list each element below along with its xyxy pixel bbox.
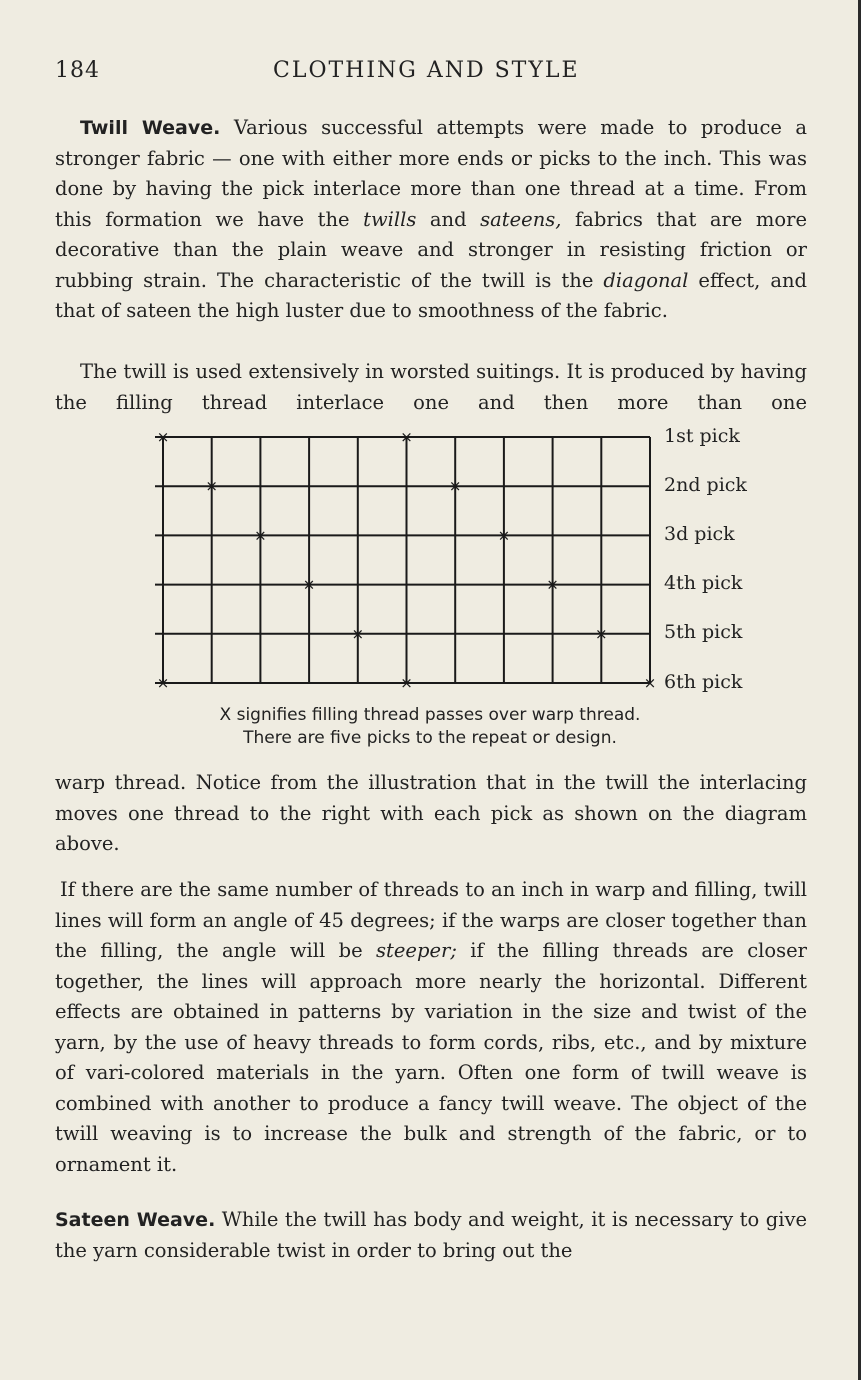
pick-label-4: 4th pick — [664, 572, 743, 594]
over-warp-marker: × — [254, 526, 267, 545]
paragraph-twill-angle — [55, 875, 807, 1180]
paragraph-text: fabrics that are more decorative than the plain weave and stronger in resisting friction or rubbing strain. The characteristic of the twill is the — [55, 207, 807, 292]
page-number: 184 — [55, 58, 100, 83]
paragraph-text: If there are the same number of threads to an inch in warp and filling, twill lines will form an angle of 45 degrees; if the warps are closer together than the filling, the angle will be — [55, 878, 807, 962]
over-warp-marker: × — [448, 477, 462, 496]
over-warp-marker: × — [156, 674, 170, 692]
paragraph-text: warp thread. Notice from the illustration that in the twill the interlacing moves one thread to the right with each pick as shown on the diagram above. — [55, 771, 807, 855]
running-header — [55, 58, 815, 94]
pick-label-1: 1st pick — [664, 425, 740, 447]
section-heading-twill-weave: Twill Weave. — [80, 117, 221, 139]
emphasis-diagonal: diagonal — [603, 268, 689, 292]
paragraph-text: While the twill has body and weight, it is necessary to give the yarn considerable twist in order to bring out the — [55, 1208, 808, 1262]
paragraph-twill-weave — [55, 113, 807, 327]
over-warp-marker: × — [400, 428, 413, 446]
paragraph-text: if the filling threads are closer together, the lines will approach more nearly the horizontal. Different effects are obtained in patterns by variation in the size and twist of the yarn, by the use of heavy threads to form cords, ribs, etc., and by mixture of vari-colored materials in the yarn. Often one form of twill weave is combined with another to produce a fancy twill weave. The object of the twill weaving is to increase the bulk and strength of the fabric, or to ornament it. — [55, 939, 808, 1176]
paragraph-twill-worsted — [55, 357, 807, 418]
over-warp-marker: × — [400, 674, 413, 692]
pick-label-2: 2nd pick — [664, 474, 747, 496]
pick-label-3: 3d pick — [664, 523, 735, 545]
weave-grid — [150, 425, 670, 700]
over-warp-marker: × — [497, 526, 511, 545]
over-warp-marker: × — [156, 428, 170, 446]
paragraph-text: Various successful attempts were made to produce a stronger fabric — one with either more ends or picks to the inch. This was done by having the pick interlace more than one thread at a time. From this formation we have the — [55, 116, 808, 231]
over-warp-marker: × — [302, 575, 316, 594]
paragraph-interlacing — [55, 768, 807, 860]
section-heading-sateen-weave: Sateen Weave. — [55, 1209, 216, 1231]
paragraph-sateen-weave — [55, 1205, 807, 1266]
paragraph-text: and — [416, 207, 481, 231]
emphasis-twills: twills — [363, 207, 417, 231]
over-warp-marker: × — [205, 477, 218, 496]
paragraph-text: effect, and that of sateen the high luster due to smoothness of the fabric. — [55, 268, 807, 322]
diagram-caption-line2: There are five picks to the repeat or design. — [243, 728, 617, 748]
paragraph-text: The twill is used extensively in worsted suitings. It is produced by having the filling thread interlace one and then more than one — [55, 360, 807, 414]
running-title: CLOTHING AND STYLE — [273, 58, 580, 83]
over-warp-marker: × — [595, 624, 608, 643]
emphasis-sateens: sateens, — [480, 207, 562, 231]
twill-weave-diagram — [150, 425, 770, 700]
pick-label-6: 6th pick — [664, 671, 743, 693]
over-warp-marker: × — [351, 624, 365, 643]
pick-label-5: 5th pick — [664, 621, 743, 643]
diagram-caption-line1: X signifies filling thread passes over warp thread. — [219, 705, 641, 725]
over-warp-marker: × — [546, 575, 559, 594]
emphasis-steeper: steeper; — [376, 939, 457, 962]
over-warp-marker: × — [643, 674, 657, 692]
